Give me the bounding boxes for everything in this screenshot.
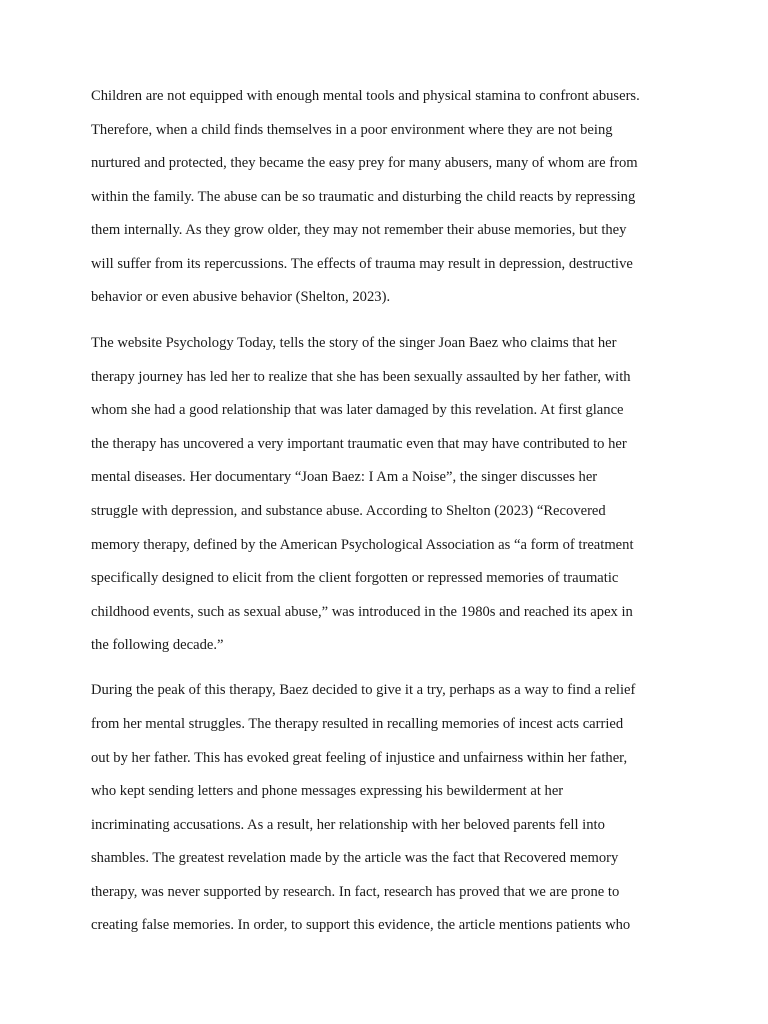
paragraph-line: struggle with depression, and substance abuse. According to Shelton (2023) “Recovered [91, 503, 606, 519]
paragraph-line: them internally. As they grow older, they may not remember their abuse memories, but they [91, 222, 627, 238]
paragraph-line: the following decade.” [91, 637, 224, 653]
paragraph-line: therapy, was never supported by research. In fact, research has proved that we are prone to [91, 884, 620, 900]
paragraph-line: During the peak of this therapy, Baez decided to give it a try, perhaps as a way to find a relief [91, 682, 636, 698]
paragraph-line: who kept sending letters and phone messages expressing his bewilderment at her [91, 783, 564, 799]
paragraph-line: out by her father. This has evoked great feeling of injustice and unfairness within her father, [91, 750, 628, 766]
paragraph-line: nurtured and protected, they became the easy prey for many abusers, many of whom are from [91, 155, 638, 171]
paragraph-line: childhood events, such as sexual abuse,” was introduced in the 1980s and reached its apex in [91, 604, 633, 620]
paragraph-line: memory therapy, defined by the American Psychological Association as “a form of treatment [91, 537, 634, 553]
paragraph-line: Children are not equipped with enough mental tools and physical stamina to confront abusers. [91, 88, 640, 104]
paragraph-line: mental diseases. Her documentary “Joan Baez: I Am a Noise”, the singer discusses her [91, 469, 598, 485]
paragraph-line: the therapy has uncovered a very important traumatic even that may have contributed to her [91, 436, 627, 452]
paragraph-line: Therefore, when a child finds themselves in a poor environment where they are not being [91, 122, 613, 138]
paragraph-line: will suffer from its repercussions. The effects of trauma may result in depression, destructive [91, 256, 633, 272]
paragraph-line: therapy journey has led her to realize that she has been sexually assaulted by her father, with [91, 369, 631, 385]
paragraph-line: creating false memories. In order, to support this evidence, the article mentions patients who [91, 917, 631, 933]
paragraph-line: The website Psychology Today, tells the story of the singer Joan Baez who claims that her [91, 335, 617, 351]
paragraph-line: from her mental struggles. The therapy resulted in recalling memories of incest acts carried [91, 716, 624, 732]
paragraph-line: shambles. The greatest revelation made by the article was the fact that Recovered memory [91, 850, 619, 866]
paragraph-line: behavior or even abusive behavior (Shelton, 2023). [91, 289, 391, 305]
paragraph-line: incriminating accusations. As a result, her relationship with her beloved parents fell into [91, 817, 605, 833]
paragraph-line: specifically designed to elicit from the client forgotten or repressed memories of traumatic [91, 570, 619, 586]
paragraph-line: whom she had a good relationship that was later damaged by this revelation. At first glance [91, 402, 624, 418]
paragraph-line: within the family. The abuse can be so traumatic and disturbing the child reacts by repressing [91, 189, 636, 205]
